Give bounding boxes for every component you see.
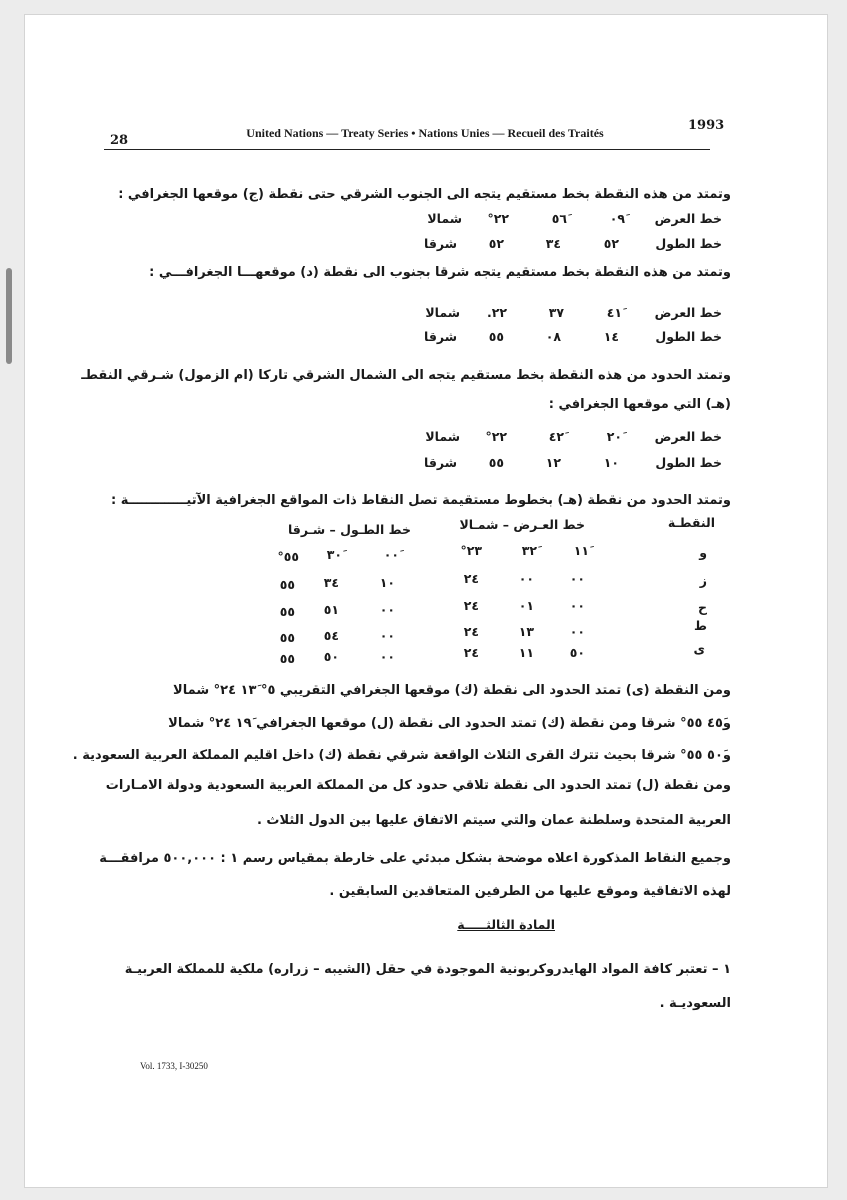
coord-value: ٢٢° <box>487 211 509 226</box>
page-number: 28 <box>110 133 129 148</box>
lon-seconds: ١٠ <box>379 575 395 590</box>
coord-value: ١٠ <box>603 455 619 470</box>
paragraph: (هـ) التي موقعها الجغرافي : <box>548 397 731 412</box>
table-header-lon: خط الطـول – شـرقا <box>287 522 411 537</box>
header-rule <box>104 149 710 150</box>
coord-value: ٤١َ <box>606 305 622 320</box>
point-name: ز <box>699 573 707 588</box>
lat-seconds: ٥٠ <box>569 645 585 660</box>
paragraph: لهذه الاتفاقية وموقع عليها من الطرفين المتعاقدين السابقين . <box>329 884 731 899</box>
lon-seconds: ٠٠ <box>379 628 395 643</box>
paragraph: العربية المتحدة وسلطنة عمان والتي سيتم الاتفاق عليها بين الدول الثلاث . <box>256 813 731 828</box>
lat-minutes: ٣٢َ <box>521 543 537 558</box>
lat-minutes: ١١ <box>518 645 534 660</box>
coord-direction: شرقا <box>424 236 457 251</box>
lon-minutes: ٣٠َ <box>326 547 342 562</box>
coord-direction: شرقا <box>424 455 457 470</box>
coord-value: ٣٤ <box>545 236 561 251</box>
coord-label: خط الطول <box>655 455 722 470</box>
coord-value: ٠٩َ <box>609 211 625 226</box>
coord-value: ٢٢. <box>486 305 507 320</box>
coord-value: ٣٧ <box>548 305 564 320</box>
coord-label: خط العرض <box>654 429 722 444</box>
lon-minutes: ٥١ <box>323 602 339 617</box>
lat-minutes: ٠١ <box>518 598 534 613</box>
table-header-lat: خط العـرض – شمـالا <box>459 517 585 532</box>
article-heading: المادة الثالثـــــة <box>457 917 555 932</box>
lat-degrees: ٢٤ <box>463 571 479 586</box>
lon-minutes: ٥٤ <box>323 628 339 643</box>
lon-degrees: ٥٥ <box>279 604 295 619</box>
paragraph: ومن النقطة (ى) تمتد الحدود الى نقطة (ك) موقعها الجغرافي التقريبي ٥° ١٣َ ٢٤° شمالا <box>173 683 731 698</box>
paragraph: و٥٠َ ٥٥° شرقا بحيث تترك القرى الثلاث الواقعة شرقي نقطة (ك) داخل اقليم المملكة العربية السعودية . <box>72 748 731 763</box>
paragraph: و٤٥َ ٥٥° شرقا ومن نقطة (ك) تمتد الحدود الى نقطة (ل) موقعها الجغرافي ١٩َ ٢٤° شمالا <box>168 716 731 731</box>
coord-direction: شمالا <box>425 429 460 444</box>
coord-label: خط العرض <box>654 305 722 320</box>
lon-minutes: ٣٤ <box>323 575 339 590</box>
coord-value: ٥٥ <box>488 329 504 344</box>
coord-value: ٥٥ <box>488 455 504 470</box>
footer-volume: Vol. 1733, I-30250 <box>140 1061 208 1071</box>
lat-degrees: ٢٤ <box>463 624 479 639</box>
coord-value: ٥٢ <box>603 236 619 251</box>
lon-seconds: ٠٠ <box>379 649 395 664</box>
year: 1993 <box>688 118 725 133</box>
lat-seconds: ١١َ <box>573 543 589 558</box>
table-header-point: النقطـة <box>667 515 715 530</box>
paragraph: ١ – تعتبر كافة المواد الهايدروكربونية الموجودة في حقل (الشيبه – زراره) ملكية للمملكة العربيـة <box>124 962 731 977</box>
lon-degrees: ٥٥ <box>279 651 295 666</box>
lat-minutes: ١٣ <box>518 624 534 639</box>
coord-value: ٢٢° <box>485 429 507 444</box>
point-name: ى <box>693 641 705 656</box>
lat-degrees: ٢٣° <box>460 543 482 558</box>
paragraph: السعوديـة . <box>659 996 731 1011</box>
paragraph: وتمتد الحدود من هذه النقطة بخط مستقيم يتجه الى الشمال الشرقي تاركا (ام الزمول) شـرقي النقطـ <box>81 368 731 383</box>
paragraph: وتمتد من هذه النقطة بخط مستقيم يتجه الى الجنوب الشرقي حتى نقطة (ج) موقعها الجغرافي : <box>118 187 731 202</box>
paragraph: وتمتد الحدود من نقطة (هـ) بخطوط مستقيمة تصل النقاط ذات المواقع الجغرافية الآتيـــــــــــــة : <box>111 493 731 508</box>
paragraph: ومن نقطة (ل) تمتد الحدود الى نقطة تلاقي حدود كل من المملكة العربية السعودية ودولة الامـارات <box>105 778 731 793</box>
lon-degrees: ٥٥° <box>277 549 299 564</box>
lon-seconds: ٠٠ <box>379 602 395 617</box>
scrollbar[interactable] <box>6 268 12 364</box>
lat-seconds: ٠٠ <box>569 571 585 586</box>
lat-minutes: ٠٠ <box>518 571 534 586</box>
coord-value: ٠٨ <box>545 329 561 344</box>
paragraph: وتمتد من هذه النقطة بخط مستقيم يتجه شرقا بجنوب الى نقطة (د) موقعهـــا الجغرافـــي : <box>149 265 731 280</box>
lat-degrees: ٢٤ <box>463 645 479 660</box>
lat-seconds: ٠٠ <box>569 598 585 613</box>
coord-value: ٥٦َ <box>551 211 567 226</box>
coord-label: خط الطول <box>655 236 722 251</box>
coord-direction: شمالا <box>425 305 460 320</box>
lat-seconds: ٠٠ <box>569 624 585 639</box>
coord-label: خط العرض <box>654 211 722 226</box>
lat-degrees: ٢٤ <box>463 598 479 613</box>
coord-value: ١٢ <box>545 455 561 470</box>
coord-value: ٥٢ <box>488 236 504 251</box>
lon-seconds: ٠٠َ <box>383 547 399 562</box>
lon-degrees: ٥٥ <box>279 630 295 645</box>
point-name: ط <box>694 618 707 633</box>
coord-value: ٢٠َ <box>606 429 622 444</box>
running-title: United Nations — Treaty Series • Nations Unies — Recueil des Traités <box>246 126 604 140</box>
coord-value: ١٤ <box>603 329 619 344</box>
point-name: ح <box>697 600 707 615</box>
coord-direction: شمالا <box>427 211 462 226</box>
lon-degrees: ٥٥ <box>279 577 295 592</box>
point-name: و <box>699 545 707 560</box>
coord-label: خط الطول <box>655 329 722 344</box>
coord-value: ٤٢َ <box>548 429 564 444</box>
paragraph: وجميع النقاط المذكورة اعلاه موضحة بشكل مبدئي على خارطة بمقياس رسم ١ : ٥٠٠,٠٠٠ مرافقـــة <box>99 851 731 866</box>
lon-minutes: ٥٠ <box>323 649 339 664</box>
coord-direction: شرقا <box>424 329 457 344</box>
